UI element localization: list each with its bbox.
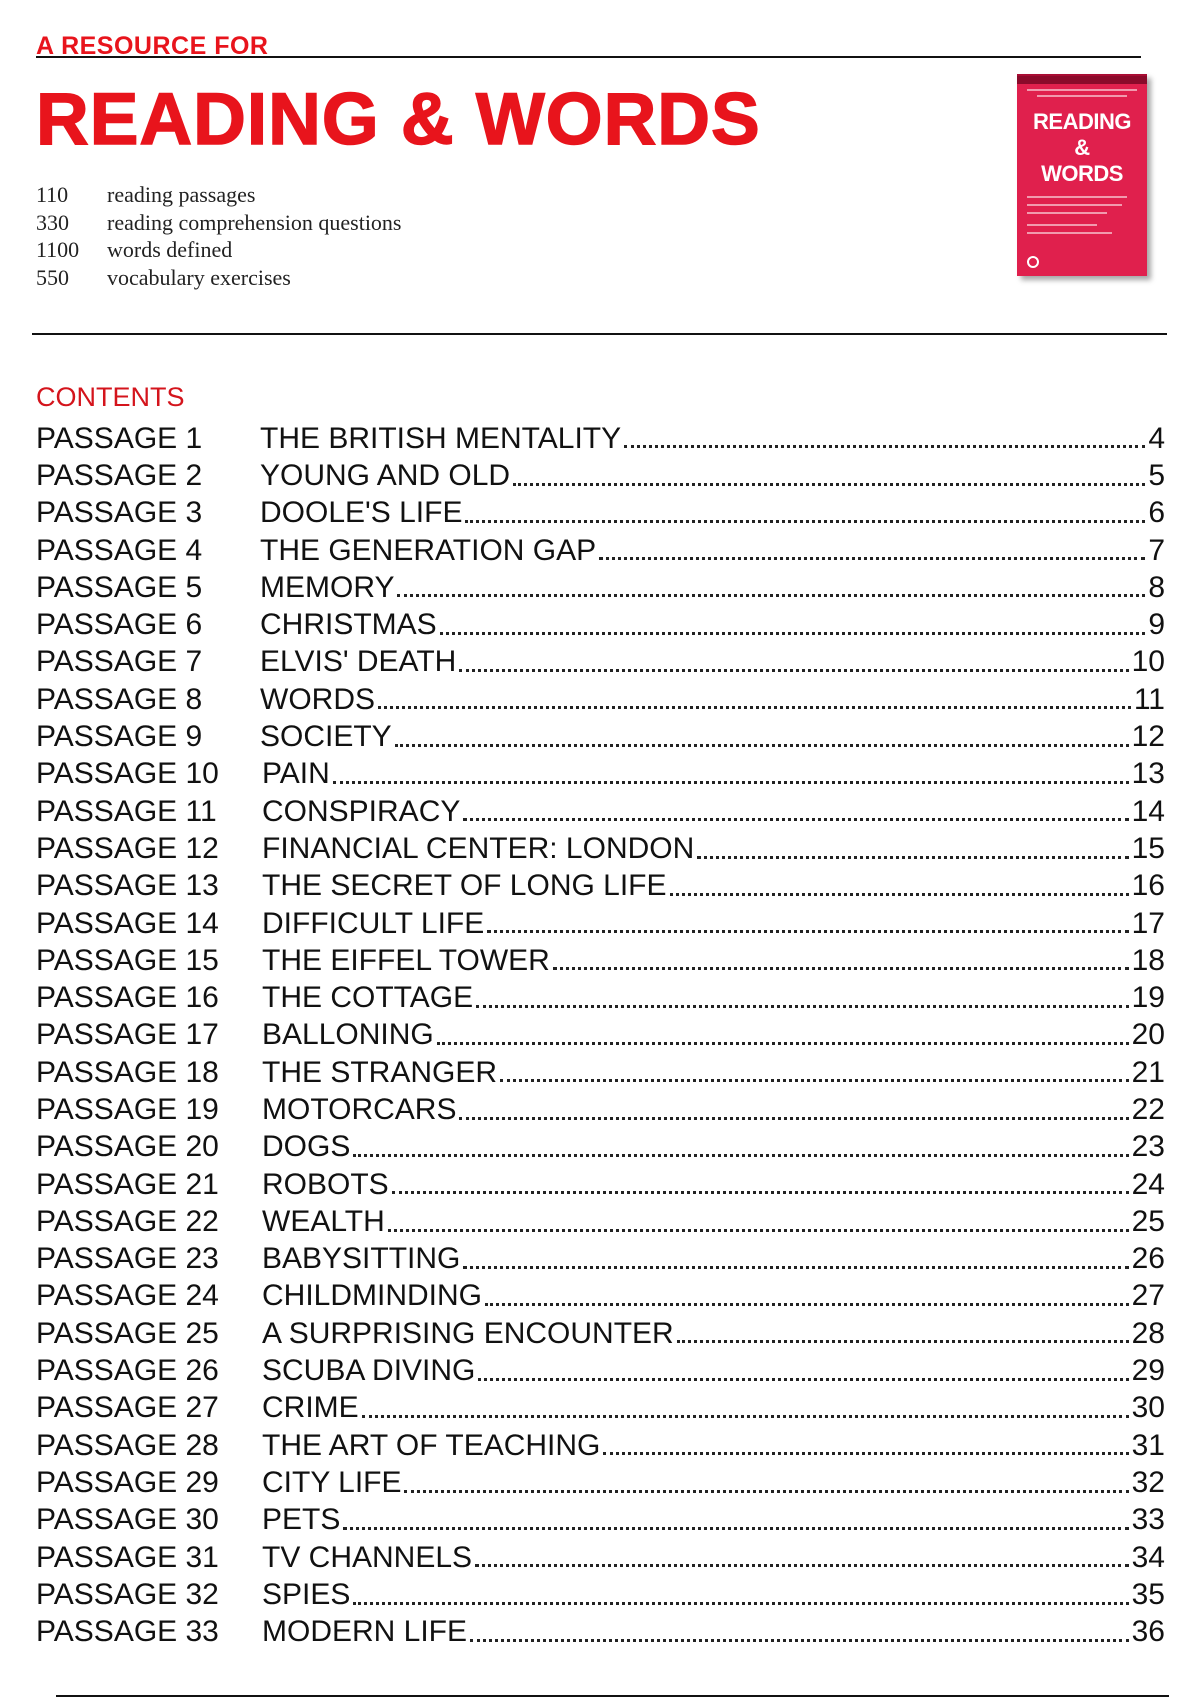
cover-title-line: WORDS (1041, 161, 1123, 186)
toc-passage-title: DOGS (262, 1130, 351, 1164)
toc-page-number: 32 (1131, 1465, 1165, 1499)
toc-passage-label: PASSAGE 13 (36, 869, 219, 903)
toc-dot-leader (378, 706, 1131, 709)
toc-entry[interactable] (36, 793, 1165, 830)
toc-page-number: 4 (1148, 421, 1165, 455)
toc-dot-leader (475, 1564, 1129, 1567)
toc-page-number: 16 (1131, 869, 1165, 903)
stat-row (36, 265, 402, 293)
toc-entry[interactable] (36, 1017, 1165, 1054)
toc-passage-label: PASSAGE 18 (36, 1055, 219, 1089)
toc-dot-leader (470, 1639, 1129, 1642)
stat-number: 1100 (36, 237, 80, 262)
toc-dot-leader (395, 744, 1129, 747)
toc-page-number: 20 (1131, 1018, 1165, 1052)
toc-passage-title: SCUBA DIVING (262, 1354, 476, 1388)
toc-page-number: 7 (1148, 533, 1165, 567)
book-cover-image (1017, 74, 1147, 276)
cover-text-line (1027, 224, 1097, 226)
toc-passage-label: PASSAGE 22 (36, 1204, 219, 1238)
toc-entry[interactable] (36, 1278, 1165, 1315)
stat-label: reading comprehension questions (107, 209, 402, 235)
toc-page-number: 11 (1133, 682, 1165, 716)
toc-passage-label: PASSAGE 32 (36, 1577, 219, 1611)
toc-dot-leader (553, 967, 1129, 970)
toc-page-number: 26 (1131, 1242, 1165, 1276)
toc-passage-label: PASSAGE 1 (36, 421, 203, 455)
toc-page-number: 18 (1131, 943, 1165, 977)
toc-entry[interactable] (36, 644, 1165, 681)
toc-entry[interactable] (36, 569, 1165, 606)
toc-dot-leader (476, 1005, 1129, 1008)
toc-entry[interactable] (36, 1315, 1165, 1352)
stat-row (36, 182, 402, 210)
toc-page-number: 28 (1131, 1316, 1165, 1350)
stats-list (36, 182, 402, 292)
toc-passage-label: PASSAGE 5 (36, 570, 203, 604)
toc-passage-label: PASSAGE 6 (36, 608, 203, 642)
toc-entry[interactable] (36, 868, 1165, 905)
stat-label: reading passages (107, 182, 256, 207)
toc-passage-title: THE STRANGER (262, 1055, 498, 1089)
toc-entry[interactable] (36, 1614, 1165, 1651)
toc-passage-title: YOUNG AND OLD (260, 458, 511, 492)
toc-entry[interactable] (36, 1390, 1165, 1427)
toc-passage-label: PASSAGE 12 (36, 831, 219, 865)
toc-page-number: 8 (1148, 570, 1165, 604)
toc-passage-title: THE ART OF TEACHING (262, 1428, 601, 1462)
toc-dot-leader (459, 669, 1128, 672)
toc-dot-leader (624, 445, 1145, 448)
toc-passage-title: BALLONING (262, 1018, 434, 1052)
toc-dot-leader (397, 594, 1145, 597)
kicker-rule (36, 56, 1141, 58)
toc-dot-leader (437, 1042, 1129, 1045)
toc-page-number: 27 (1131, 1279, 1165, 1313)
toc-passage-label: PASSAGE 29 (36, 1465, 219, 1499)
stat-label: vocabulary exercises (107, 264, 291, 290)
toc-passage-label: PASSAGE 25 (36, 1316, 219, 1350)
toc-passage-label: PASSAGE 16 (36, 981, 219, 1015)
cover-text-line (1027, 204, 1122, 206)
toc-entry[interactable] (36, 1502, 1165, 1539)
toc-entry[interactable] (36, 420, 1165, 457)
toc-page-number: 10 (1131, 645, 1165, 679)
toc-dot-leader (343, 1527, 1128, 1530)
toc-dot-leader (353, 1154, 1128, 1157)
publisher-logo-icon (1027, 256, 1039, 268)
toc-page-number: 34 (1131, 1540, 1165, 1574)
toc-passage-label: PASSAGE 23 (36, 1242, 219, 1276)
toc-entry[interactable] (36, 718, 1165, 755)
toc-page-number: 23 (1131, 1130, 1165, 1164)
toc-passage-label: PASSAGE 27 (36, 1391, 219, 1425)
footer-rule (56, 1695, 1169, 1697)
toc-entry[interactable] (36, 495, 1165, 532)
toc-passage-label: PASSAGE 9 (36, 720, 203, 754)
toc-passage-title: BABYSITTING (262, 1242, 461, 1276)
toc-passage-title: MODERN LIFE (262, 1615, 468, 1649)
toc-page-number: 36 (1131, 1615, 1165, 1649)
toc-page-number: 12 (1131, 720, 1165, 754)
toc-entry[interactable] (36, 1241, 1165, 1278)
stat-label: words defined (107, 237, 233, 262)
header-divider (32, 333, 1167, 335)
toc-passage-title: THE COTTAGE (262, 981, 474, 1015)
toc-passage-title: ROBOTS (262, 1167, 389, 1201)
toc-entry[interactable] (36, 905, 1165, 942)
toc-passage-label: PASSAGE 21 (36, 1167, 219, 1201)
cover-text-line (1027, 89, 1137, 91)
toc-page-number: 29 (1131, 1354, 1165, 1388)
stat-number: 550 (36, 264, 69, 290)
toc-dot-leader (697, 856, 1128, 859)
toc-passage-label: PASSAGE 26 (36, 1354, 219, 1388)
cover-title (1017, 109, 1147, 187)
toc-dot-leader (465, 520, 1145, 523)
toc-dot-leader (603, 1452, 1128, 1455)
toc-passage-label: PASSAGE 4 (36, 533, 203, 567)
toc-passage-title: WORDS (260, 682, 375, 716)
toc-passage-title: SPIES (262, 1577, 351, 1611)
toc-entry[interactable] (36, 1166, 1165, 1203)
toc-passage-label: PASSAGE 3 (36, 496, 203, 530)
toc-entry[interactable] (36, 830, 1165, 867)
toc-dot-leader (388, 1229, 1129, 1232)
toc-passage-title: DOOLE'S LIFE (260, 496, 463, 530)
toc-dot-leader (500, 1079, 1129, 1082)
toc-entry[interactable] (36, 942, 1165, 979)
toc-passage-label: PASSAGE 14 (36, 906, 219, 940)
toc-entry[interactable] (36, 1464, 1165, 1501)
toc-page-number: 19 (1131, 981, 1165, 1015)
toc-passage-title: ELVIS' DEATH (260, 645, 457, 679)
toc-page-number: 15 (1131, 831, 1165, 865)
toc-entry[interactable] (36, 756, 1165, 793)
toc-page-number: 22 (1131, 1092, 1165, 1126)
cover-text-line (1027, 212, 1107, 214)
cover-text-line (1027, 196, 1127, 198)
table-of-contents (36, 420, 1165, 1651)
toc-page-number: 25 (1131, 1204, 1165, 1238)
stat-row (36, 210, 402, 238)
cover-title-line: READING (1033, 109, 1131, 134)
resource-kicker: A RESOURCE FOR (36, 32, 269, 60)
toc-entry[interactable] (36, 1427, 1165, 1464)
toc-passage-title: A SURPRISING ENCOUNTER (262, 1316, 674, 1350)
toc-dot-leader (485, 1303, 1129, 1306)
toc-passage-title: THE SECRET OF LONG LIFE (262, 869, 667, 903)
toc-page-number: 24 (1131, 1167, 1165, 1201)
toc-passage-title: MOTORCARS (262, 1092, 457, 1126)
toc-page-number: 33 (1131, 1503, 1165, 1537)
toc-entry[interactable] (36, 1539, 1165, 1576)
toc-passage-label: PASSAGE 30 (36, 1503, 219, 1537)
toc-dot-leader (487, 930, 1128, 933)
toc-page-number: 17 (1131, 906, 1165, 940)
toc-dot-leader (362, 1415, 1129, 1418)
toc-entry[interactable] (36, 979, 1165, 1016)
toc-passage-label: PASSAGE 28 (36, 1428, 219, 1462)
toc-dot-leader (478, 1378, 1128, 1381)
toc-passage-label: PASSAGE 17 (36, 1018, 219, 1052)
toc-entry[interactable] (36, 1054, 1165, 1091)
toc-dot-leader (353, 1602, 1128, 1605)
toc-passage-label: PASSAGE 20 (36, 1130, 219, 1164)
stat-row (36, 237, 402, 265)
toc-passage-label: PASSAGE 33 (36, 1615, 219, 1649)
toc-passage-label: PASSAGE 2 (36, 458, 203, 492)
toc-page-number: 35 (1131, 1577, 1165, 1611)
page-title: READING & WORDS (36, 79, 761, 160)
toc-passage-label: PASSAGE 8 (36, 682, 203, 716)
toc-passage-title: CRIME (262, 1391, 359, 1425)
toc-dot-leader (404, 1490, 1128, 1493)
toc-passage-title: THE EIFFEL TOWER (262, 943, 550, 977)
toc-entry[interactable] (36, 1203, 1165, 1240)
cover-title-line: & (1074, 135, 1090, 160)
toc-page-number: 13 (1131, 757, 1165, 791)
toc-page-number: 9 (1148, 608, 1165, 642)
cover-text-line (1037, 95, 1127, 97)
toc-passage-title: CONSPIRACY (262, 794, 461, 828)
toc-dot-leader (513, 483, 1145, 486)
toc-passage-title: FINANCIAL CENTER: LONDON (262, 831, 695, 865)
toc-dot-leader (599, 557, 1145, 560)
toc-dot-leader (677, 1340, 1129, 1343)
toc-passage-label: PASSAGE 11 (36, 794, 217, 828)
toc-passage-title: TV CHANNELS (262, 1540, 473, 1574)
toc-passage-title: THE GENERATION GAP (260, 533, 597, 567)
toc-entry[interactable] (36, 1352, 1165, 1389)
toc-passage-title: SOCIETY (260, 720, 392, 754)
toc-page-number: 14 (1131, 794, 1165, 828)
toc-entry[interactable] (36, 606, 1165, 643)
toc-passage-title: MEMORY (260, 570, 395, 604)
toc-passage-title: THE BRITISH MENTALITY (260, 421, 622, 455)
toc-passage-label: PASSAGE 10 (36, 757, 219, 791)
toc-page-number: 31 (1131, 1428, 1165, 1462)
toc-page-number: 21 (1131, 1055, 1165, 1089)
toc-passage-label: PASSAGE 15 (36, 943, 219, 977)
toc-passage-title: WEALTH (262, 1204, 385, 1238)
toc-entry[interactable] (36, 457, 1165, 494)
cover-text-line (1027, 232, 1112, 234)
toc-passage-label: PASSAGE 24 (36, 1279, 219, 1313)
toc-dot-leader (440, 632, 1146, 635)
stat-number: 110 (36, 182, 69, 207)
cover-top-band (1017, 76, 1147, 84)
toc-dot-leader (463, 818, 1128, 821)
toc-passage-title: CHILDMINDING (262, 1279, 483, 1313)
toc-dot-leader (463, 1266, 1128, 1269)
toc-passage-title: CITY LIFE (262, 1465, 402, 1499)
toc-passage-label: PASSAGE 19 (36, 1092, 219, 1126)
toc-passage-label: PASSAGE 7 (36, 645, 203, 679)
toc-page-number: 6 (1148, 496, 1165, 530)
toc-passage-title: CHRISTMAS (260, 608, 437, 642)
toc-passage-title: PAIN (262, 757, 330, 791)
toc-passage-title: DIFFICULT LIFE (262, 906, 485, 940)
toc-dot-leader (670, 893, 1129, 896)
stat-number: 330 (36, 209, 69, 235)
contents-heading: CONTENTS (36, 382, 185, 412)
toc-passage-label: PASSAGE 31 (36, 1540, 219, 1574)
toc-passage-title: PETS (262, 1503, 341, 1537)
toc-dot-leader (459, 1117, 1128, 1120)
toc-entry[interactable] (36, 532, 1165, 569)
toc-page-number: 5 (1148, 458, 1165, 492)
toc-page-number: 30 (1131, 1391, 1165, 1425)
toc-entry[interactable] (36, 681, 1165, 718)
toc-dot-leader (333, 781, 1129, 784)
toc-dot-leader (392, 1191, 1129, 1194)
toc-entry[interactable] (36, 1576, 1165, 1613)
toc-entry[interactable] (36, 1091, 1165, 1128)
toc-entry[interactable] (36, 1129, 1165, 1166)
